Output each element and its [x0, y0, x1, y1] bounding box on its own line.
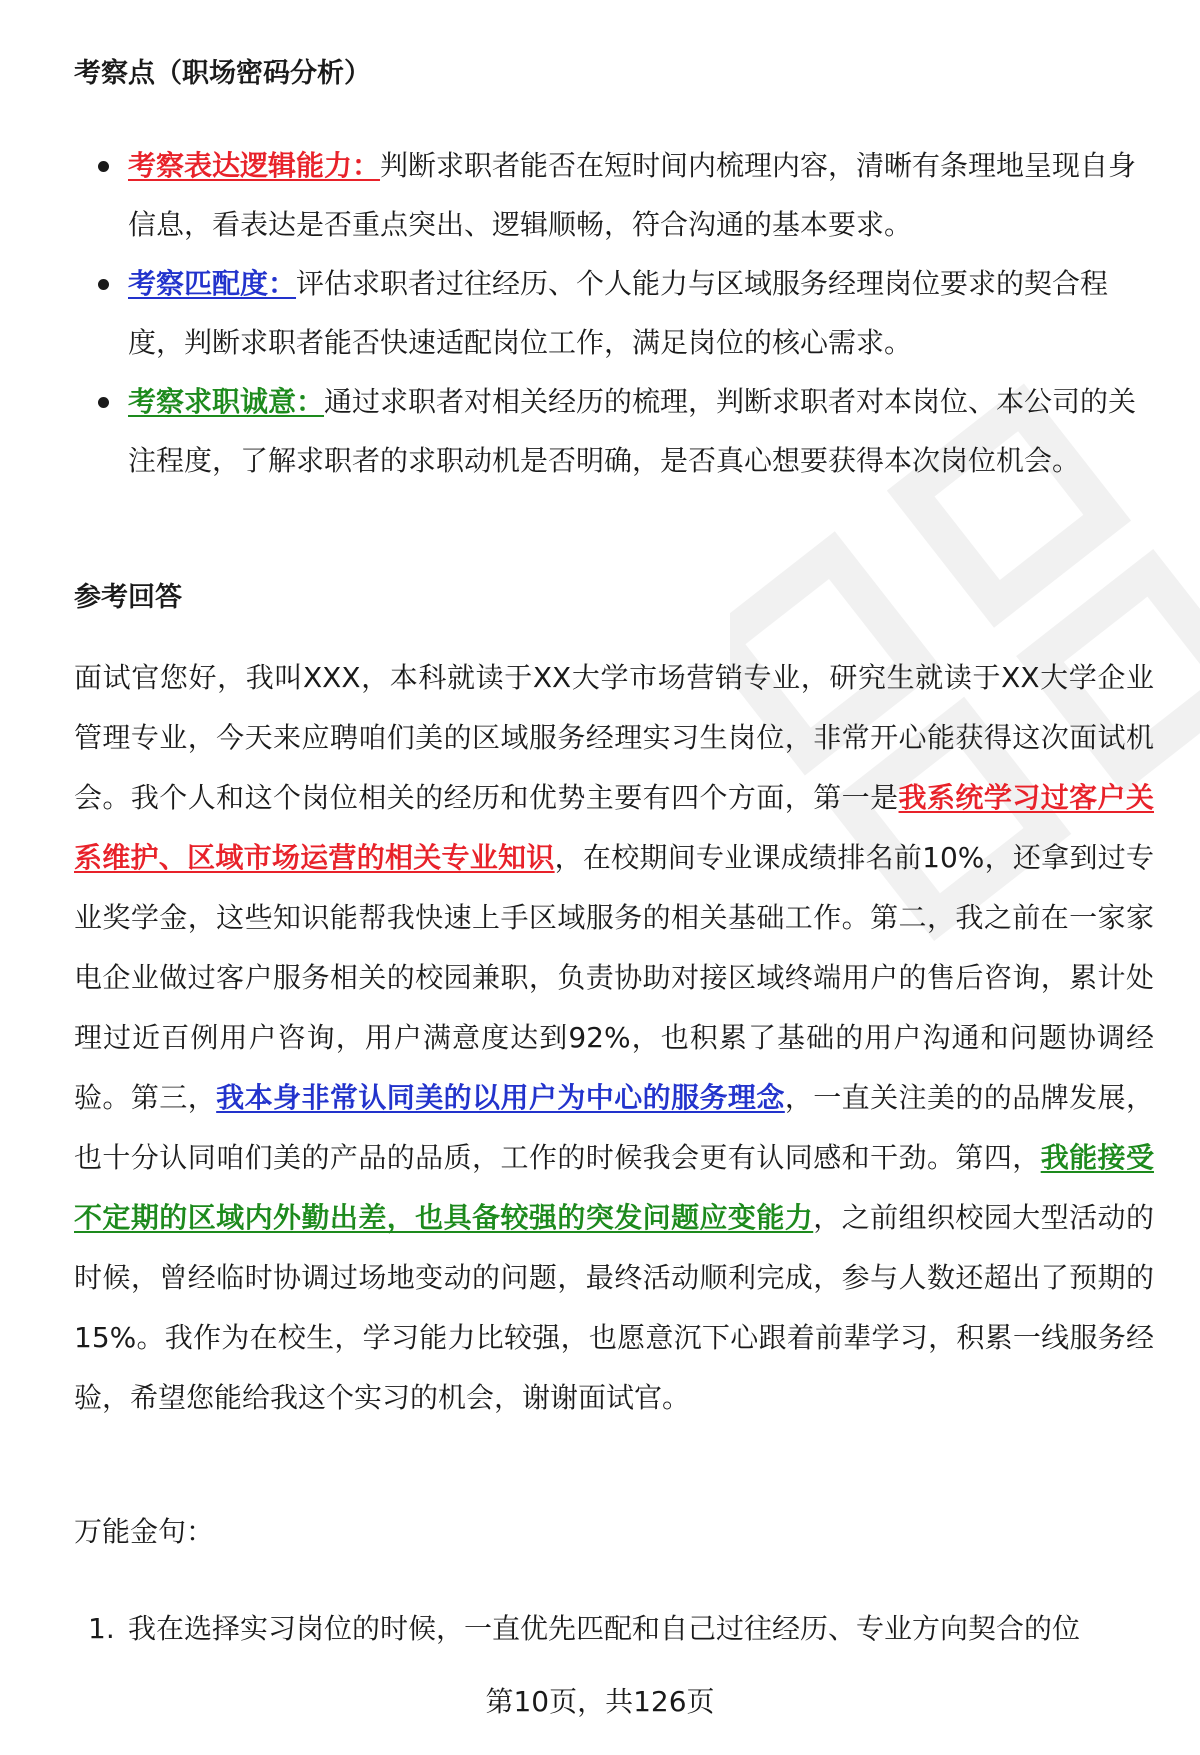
golden-sentences-list	[74, 1599, 1154, 1659]
reference-answer-paragraph	[74, 648, 1154, 1428]
section-heading-exam-points: 考察点（职场密码分析）	[74, 58, 371, 89]
highlight-knowledge: 我系统学习过客户关系维护、区域市场运营的相关专业知识	[74, 781, 1154, 874]
list-item	[74, 372, 1154, 490]
highlight-travel-adaptability: 我能接受不定期的区域内外勤出差，也具备较强的突发问题应变能力	[74, 1141, 1154, 1234]
keyword-sincerity: 考察求职诚意：	[128, 385, 325, 418]
list-number: 1.	[88, 1612, 115, 1645]
item-text: 通过求职者对相关经历的梳理，判断求职者对本岗位、本公司的关注程度，了解求职者的求职动机是否明确，是否真心想要获得本次岗位机会。	[128, 385, 1137, 477]
golden-sentences-label: 万能金句：	[74, 1515, 215, 1548]
answer-text-3: ，一直关注美的的品牌发展，也十分认同咱们美的产品的品质，工作的时候我会更有认同感和干劲。第四，	[74, 1081, 1154, 1174]
item-text: 我在选择实习岗位的时候，一直优先匹配和自己过往经历、专业方向契合的位	[128, 1612, 1081, 1645]
answer-text-1: 面试官您好，我叫XXX，本科就读于XX大学市场营销专业，研究生就读于XX大学企业管理专业，今天来应聘咱们美的区域服务经理实习生岗位，非常开心能获得这次面试机会。我个人和这个岗位相关的经历和优势主要有四个方面，第一是	[74, 661, 1154, 814]
answer-text-4: ，之前组织校园大型活动的时候，曾经临时协调过场地变动的问题，最终活动顺利完成，参与人数还超出了预期的15%。我作为在校生，学习能力比较强，也愿意沉下心跟着前辈学习，积累一线服务经验，希望您能给我这个实习的机会，谢谢面试官。	[74, 1201, 1154, 1414]
section-heading-reference-answer: 参考回答	[74, 582, 182, 613]
exam-points-list	[74, 136, 1154, 490]
keyword-logic: 考察表达逻辑能力：	[128, 149, 381, 182]
bullet-dot-icon	[98, 161, 109, 172]
item-text: 判断求职者能否在短时间内梳理内容，清晰有条理地呈现自身信息，看表达是否重点突出、逻辑顺畅，符合沟通的基本要求。	[128, 149, 1137, 241]
page-number: 第10页，共126页	[485, 1685, 715, 1718]
bullet-dot-icon	[98, 397, 109, 408]
bullet-dot-icon	[98, 279, 109, 290]
list-item	[74, 136, 1154, 254]
list-item	[74, 1599, 1154, 1659]
list-item	[74, 254, 1154, 372]
item-text: 评估求职者过往经历、个人能力与区域服务经理岗位要求的契合程度，判断求职者能否快速适配岗位工作，满足岗位的核心需求。	[128, 267, 1109, 359]
answer-text-2: ，在校期间专业课成绩排名前10%，还拿到过专业奖学金，这些知识能帮我快速上手区域服务的相关基础工作。第二，我之前在一家家电企业做过客户服务相关的校园兼职，负责协助对接区域终端用户的售后咨询，累计处理过近百例用户咨询，用户满意度达到92%，也积累了基础的用户沟通和问题协调经验。第三，	[74, 841, 1154, 1114]
keyword-match: 考察匹配度：	[128, 267, 297, 300]
highlight-service-concept: 我本身非常认同美的以用户为中心的服务理念	[216, 1081, 785, 1114]
